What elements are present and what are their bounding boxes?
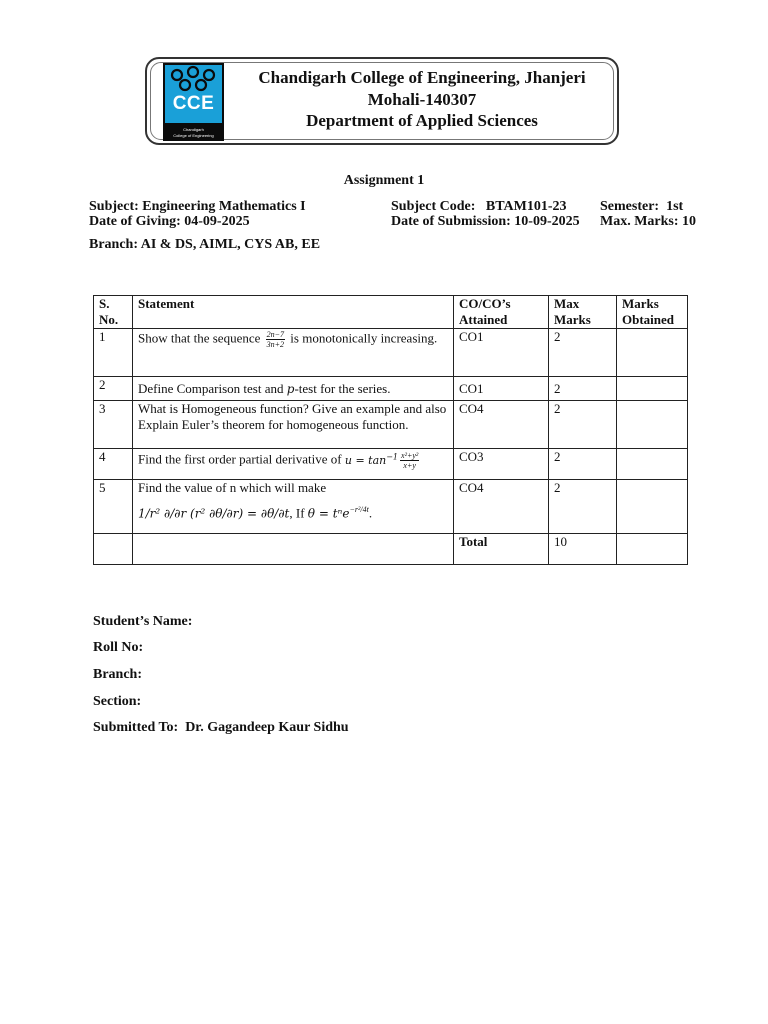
question-table [93,295,688,565]
college-name: Chandigarh College of Engineering, Jhanjeri [258,68,586,87]
row-co: CO1 [454,377,549,401]
logo-subtitle-2: College of Engineering [173,133,214,138]
row-co: CO1 [454,329,549,377]
table-row [94,329,688,377]
row-sno: 4 [94,449,133,480]
row-marks-obtained [617,329,688,377]
subject: Subject: Engineering Mathematics I [89,199,306,214]
header-sno: S. No. [94,296,133,329]
header-co: CO/CO’s Attained [454,296,549,329]
branch-label: Branch: [93,667,142,682]
row-statement [133,329,454,377]
roll-no-label: Roll No: [93,640,144,655]
fraction: $\frac{\text{x²+y²}}{x+y}$ [401,451,419,471]
row-sno: 2 [94,377,133,401]
row-sno: 1 [94,329,133,377]
department-name: Department of Applied Sciences [306,111,538,130]
statement-text: -test for the series. [294,381,391,396]
statement-text: is monotonically increasing. [290,330,438,346]
row-statement: What is Homogeneous function? Give an example and also Explain Euler’s theorem for homogeneous function. [133,401,454,449]
date-of-submission: Date of Submission: 10-09-2025 [391,214,580,229]
row-co: CO3 [454,449,549,480]
header-statement: Statement [133,296,454,329]
row-statement [133,377,454,401]
row-statement [133,449,454,480]
table-total-row [94,534,688,565]
total-value: 10 [549,534,617,565]
row-sno: 3 [94,401,133,449]
header-max-marks: Max Marks [549,296,617,329]
table-row [94,401,688,449]
table-row [94,449,688,480]
row-max-marks: 2 [549,401,617,449]
table-row [94,377,688,401]
statement-text: Find the first order partial derivative of [138,451,342,467]
pde-expression: 1/r² ∂/∂r (r² ∂θ/∂r) = ∂θ/∂t, If θ = tⁿe$^{-r^2/4t}$. [138,505,373,521]
row-sno: 5 [94,480,133,534]
statement-text: Define Comparison test and [138,381,284,396]
row-max-marks: 2 [549,377,617,401]
assignment-title: Assignment 1 [343,173,425,188]
p-symbol: p [286,382,295,396]
student-name-label: Student’s Name: [93,614,193,629]
statement-text: Find the value of n which will make [138,480,327,495]
logo-subtitle-1: Chandigarh [183,127,204,132]
row-statement [133,480,454,534]
header-marks-obtained: Marks Obtained [617,296,688,329]
derivative-expression: $u = \tan^{-1}$ [344,452,399,467]
college-address: Mohali-140307 [367,90,477,109]
logo-text: CCE [172,93,215,114]
section-label: Section: [93,694,142,709]
row-max-marks: 2 [549,449,617,480]
table-row [94,480,688,534]
subject-code: Subject Code: BTAM101-23 [391,199,567,214]
row-max-marks: 2 [549,480,617,534]
row-marks-obtained [617,401,688,449]
fraction: $\frac{2n-7}{3n+2}$ [266,330,285,349]
max-marks: Max. Marks: 10 [600,214,697,229]
branch-list: Branch: AI & DS, AIML, CYS AB, EE [89,237,321,252]
row-marks-obtained [617,377,688,401]
total-label: Total [454,534,549,565]
row-marks-obtained [617,480,688,534]
row-marks-obtained [617,449,688,480]
row-max-marks: 2 [549,329,617,377]
submitted-to-label: Submitted To: Dr. Gagandeep Kaur Sidhu [93,720,349,735]
table-header-row [94,296,688,329]
row-co: CO4 [454,401,549,449]
row-co: CO4 [454,480,549,534]
date-of-giving: Date of Giving: 04-09-2025 [89,214,250,229]
college-logo [163,63,224,141]
statement-text: Show that the sequence [138,330,261,346]
semester: Semester: 1st [600,199,684,214]
